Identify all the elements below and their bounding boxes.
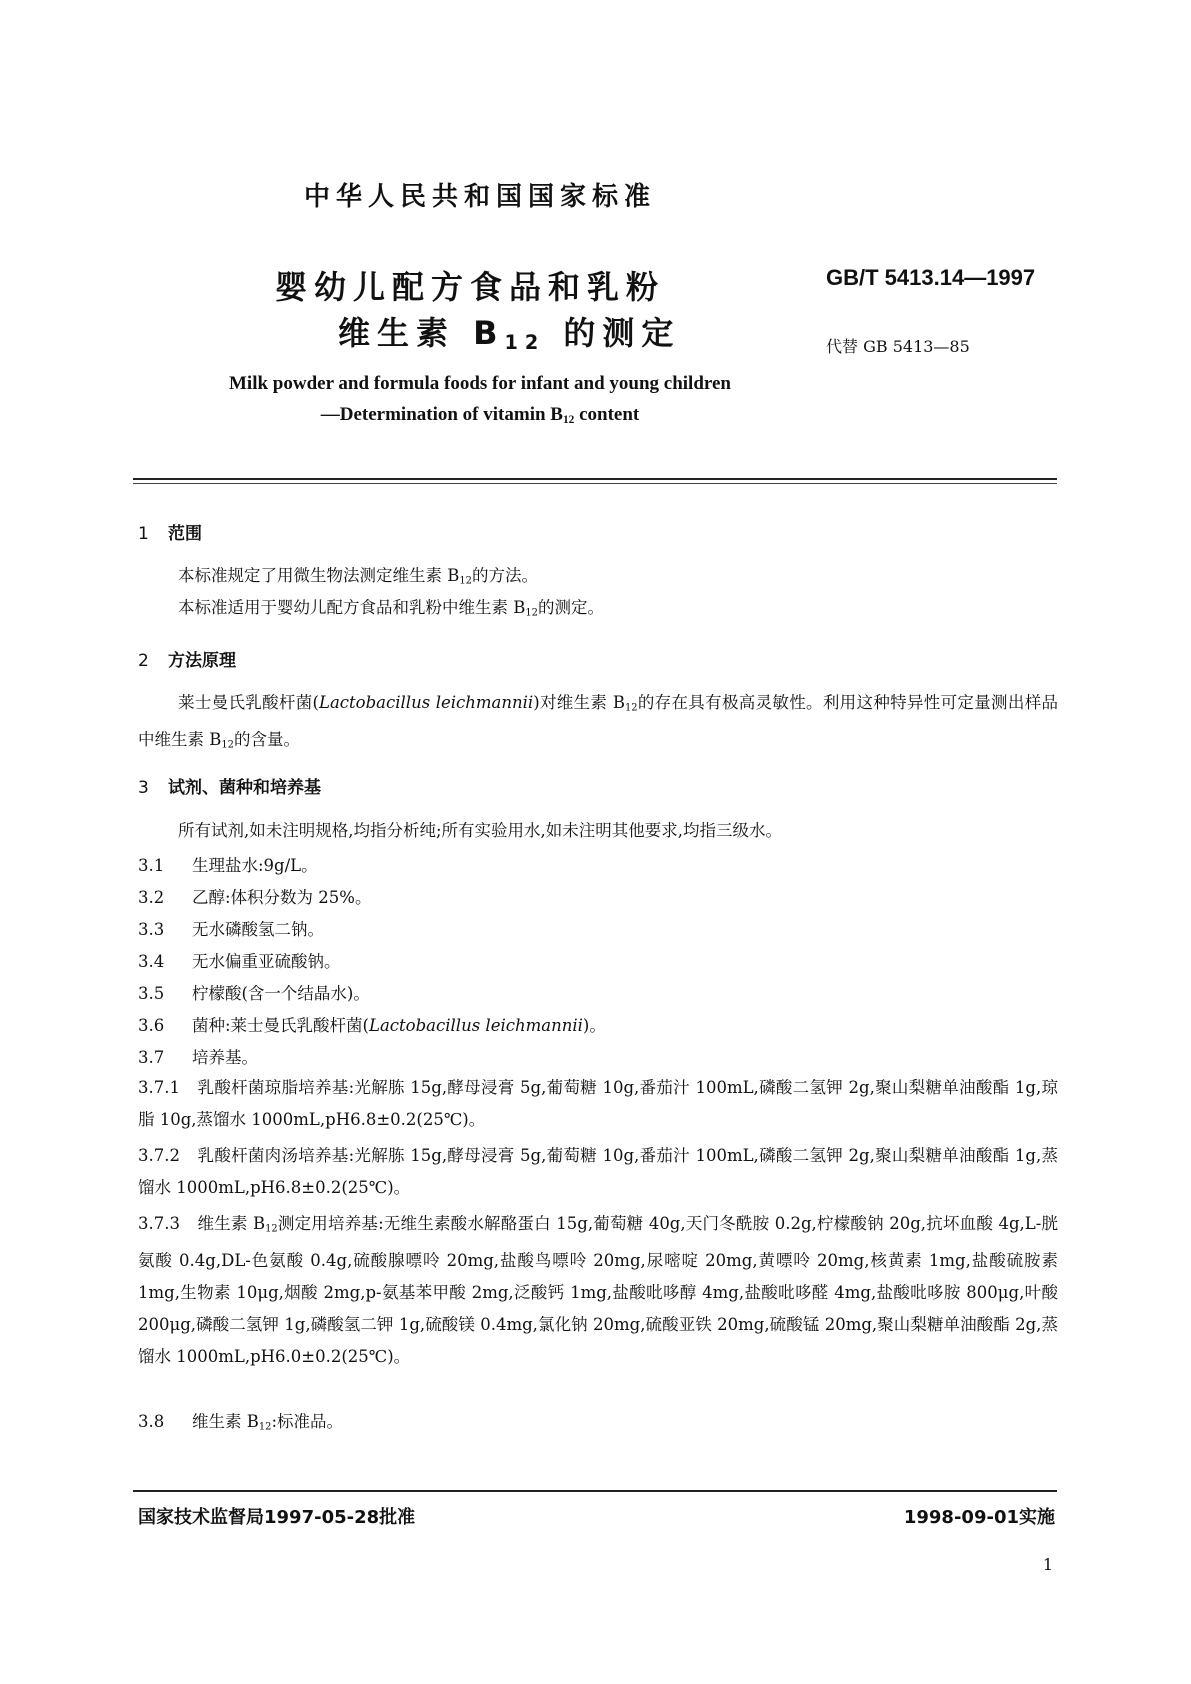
title-en-line2-post: content — [574, 404, 640, 425]
item-3-7-1-text: 乳酸杆菌琼脂培养基:光解胨 15g,酵母浸膏 5g,葡萄糖 10g,番茄汁 100mL,磷酸二氢钾 2g,聚山梨糖单油酸酯 1g,琼脂 10g,蒸馏水 1000mL,pH6.8±0.2(25℃)。 — [138, 1078, 1058, 1129]
header-divider-thin — [133, 483, 1057, 484]
item-3-1-text: 生理盐水:9g/L。 — [192, 856, 318, 875]
item-3-3 — [138, 916, 324, 940]
section-1-number: 1 — [138, 524, 149, 544]
section-1-para-2 — [178, 592, 1058, 629]
s1p2-sub: 12 — [525, 607, 538, 619]
standard-number: GB/T 5413.14—1997 — [826, 265, 1036, 290]
item-3-8-sub: 12 — [258, 1421, 272, 1433]
item-3-7-3-num: 3.7.3 — [138, 1214, 180, 1233]
title-en-line2 — [0, 404, 960, 426]
item-3-6-text-b: )。 — [582, 1016, 606, 1035]
section-1-title: 范围 — [168, 524, 202, 544]
item-3-7-3-text-b: 测定用培养基:无维生素酸水解酪蛋白 15g,葡萄糖 40g,天门冬酰胺 0.2g,柠檬酸钠 20g,抗坏血酸 4g,L-胱氨酸 0.4g,DL-色氨酸 0.4g,硫酸腺嘌呤 20mg,盐酸鸟嘌呤 20mg,尿嘧啶 20mg,黄嘌呤 20mg,核黄素 1mg,盐酸硫胺素 1mg,生物素 10μg,烟酸 2mg,p-氨基苯甲酸 2mg,泛酸钙 1mg,盐酸吡哆醇 4mg,盐酸吡哆醛 4mg,盐酸吡哆胺 800μg,叶酸 200μg,磷酸二氢钾 1g,磷酸氢二钾 1g,硫酸镁 0.4mg,氯化钠 20mg,硫酸亚铁 20mg,硫酸锰 20mg,聚山梨糖单油酸酯 2g,蒸馏水 1000mL,pH6.0±0.2(25℃)。 — [138, 1214, 1059, 1367]
replaces-note: 代替 GB 5413—85 — [826, 337, 970, 356]
item-3-3-num: 3.3 — [138, 920, 165, 939]
title-en-line1: Milk powder and formula foods for infant and young children — [228, 373, 731, 394]
item-3-7-1-num: 3.7.1 — [138, 1078, 180, 1097]
item-3-4-text: 无水偏重亚硫酸钠。 — [192, 952, 341, 971]
item-3-2 — [138, 884, 371, 908]
s1p2-pre: 本标准适用于婴幼儿配方食品和乳粉中维生素 B — [178, 598, 526, 617]
national-standard-heading: 中华人民共和国国家标准 — [303, 182, 656, 212]
item-3-1-num: 3.1 — [138, 856, 165, 875]
item-3-2-num: 3.2 — [138, 888, 165, 907]
approval-date: 国家技术监督局1997-05-28批准 — [138, 1507, 416, 1528]
footer-divider — [133, 1490, 1057, 1492]
item-3-3-text: 无水磷酸氢二钠。 — [192, 920, 324, 939]
title-en-line2-pre: —Determination of vitamin B — [320, 404, 563, 425]
s2p1-c: 的存在具有极高灵敏性。利用这种特异性可定量测出样品中维生素 B — [138, 693, 1059, 750]
title-zh-line2 — [338, 308, 680, 354]
s1p2-post: 的测定。 — [537, 598, 604, 617]
page-number: 1 — [1042, 1555, 1053, 1574]
section-3-intro: 所有试剂,如未注明规格,均指分析纯;所有实验用水,如未注明其他要求,均指三级水。 — [178, 821, 783, 840]
item-3-5-num: 3.5 — [138, 984, 165, 1003]
s2p1-d: 的含量。 — [233, 730, 300, 750]
item-3-5 — [138, 980, 370, 1004]
section-3-number: 3 — [138, 778, 149, 798]
title-zh-line1: 婴幼儿配方食品和乳粉 — [275, 268, 666, 306]
title-zh-line2-sub: 12 — [504, 330, 546, 354]
s2p1-sub2: 12 — [221, 739, 234, 751]
s2p1-a: 莱士曼氏乳酸杆菌( — [178, 693, 319, 712]
item-3-2-text: 乙醇:体积分数为 25%。 — [192, 888, 372, 907]
section-3-title: 试剂、菌种和培养基 — [168, 778, 321, 798]
item-3-7-2-num: 3.7.2 — [138, 1146, 180, 1165]
s2p1-italic: Lactobacillus leichmannii — [319, 693, 534, 712]
item-3-7-2-text: 乳酸杆菌肉汤培养基:光解胨 15g,酵母浸膏 5g,葡萄糖 10g,番茄汁 100mL,磷酸二氢钾 2g,聚山梨糖单油酸酯 1g,蒸馏水 1000mL,pH6.8±0.2(25℃)。 — [138, 1146, 1058, 1197]
item-3-4 — [138, 948, 341, 972]
section-2-heading — [138, 646, 236, 671]
s1p1-pre: 本标准规定了用微生物法测定维生素 B — [178, 566, 460, 585]
item-3-8-text-b: :标准品。 — [271, 1412, 344, 1431]
title-zh-line2-post: 的测定 — [545, 314, 681, 352]
item-3-1 — [138, 852, 318, 876]
section-3-heading — [138, 773, 321, 798]
section-2-number: 2 — [138, 651, 149, 671]
item-3-7 — [138, 1044, 258, 1068]
s2p1-sub: 12 — [624, 702, 638, 714]
item-3-7-num: 3.7 — [138, 1048, 165, 1067]
s2p1-b: )对维生素 B — [533, 693, 625, 712]
title-zh-line2-pre: 维生素 B — [338, 314, 505, 352]
item-3-7-3-text-a: 维生素 B — [197, 1214, 266, 1233]
item-3-7-text: 培养基。 — [192, 1048, 258, 1067]
section-1-heading — [138, 519, 202, 544]
item-3-5-text: 柠檬酸(含一个结晶水)。 — [192, 984, 370, 1003]
item-3-7-3-sub: 12 — [265, 1223, 278, 1235]
item-3-6 — [138, 1012, 606, 1036]
section-2-title: 方法原理 — [168, 651, 236, 671]
section-2-para-1 — [138, 687, 1058, 762]
s1p1-sub: 12 — [459, 575, 472, 587]
header-divider — [133, 478, 1057, 480]
s1p1-post: 的方法。 — [471, 566, 538, 585]
item-3-7-1 — [138, 1072, 1058, 1136]
item-3-4-num: 3.4 — [138, 952, 165, 971]
item-3-7-3 — [138, 1208, 1058, 1373]
item-3-8-text-a: 维生素 B — [192, 1412, 259, 1431]
item-3-7-2 — [138, 1140, 1058, 1204]
item-3-6-italic: Lactobacillus leichmannii — [369, 1016, 583, 1035]
item-3-8-num: 3.8 — [138, 1412, 165, 1431]
item-3-8 — [138, 1408, 343, 1432]
implementation-date: 1998-09-01实施 — [903, 1507, 1055, 1528]
item-3-6-num: 3.6 — [138, 1016, 165, 1035]
item-3-6-text-a: 菌种:莱士曼氏乳酸杆菌( — [192, 1016, 369, 1035]
title-en-line2-sub: 12 — [562, 413, 575, 426]
